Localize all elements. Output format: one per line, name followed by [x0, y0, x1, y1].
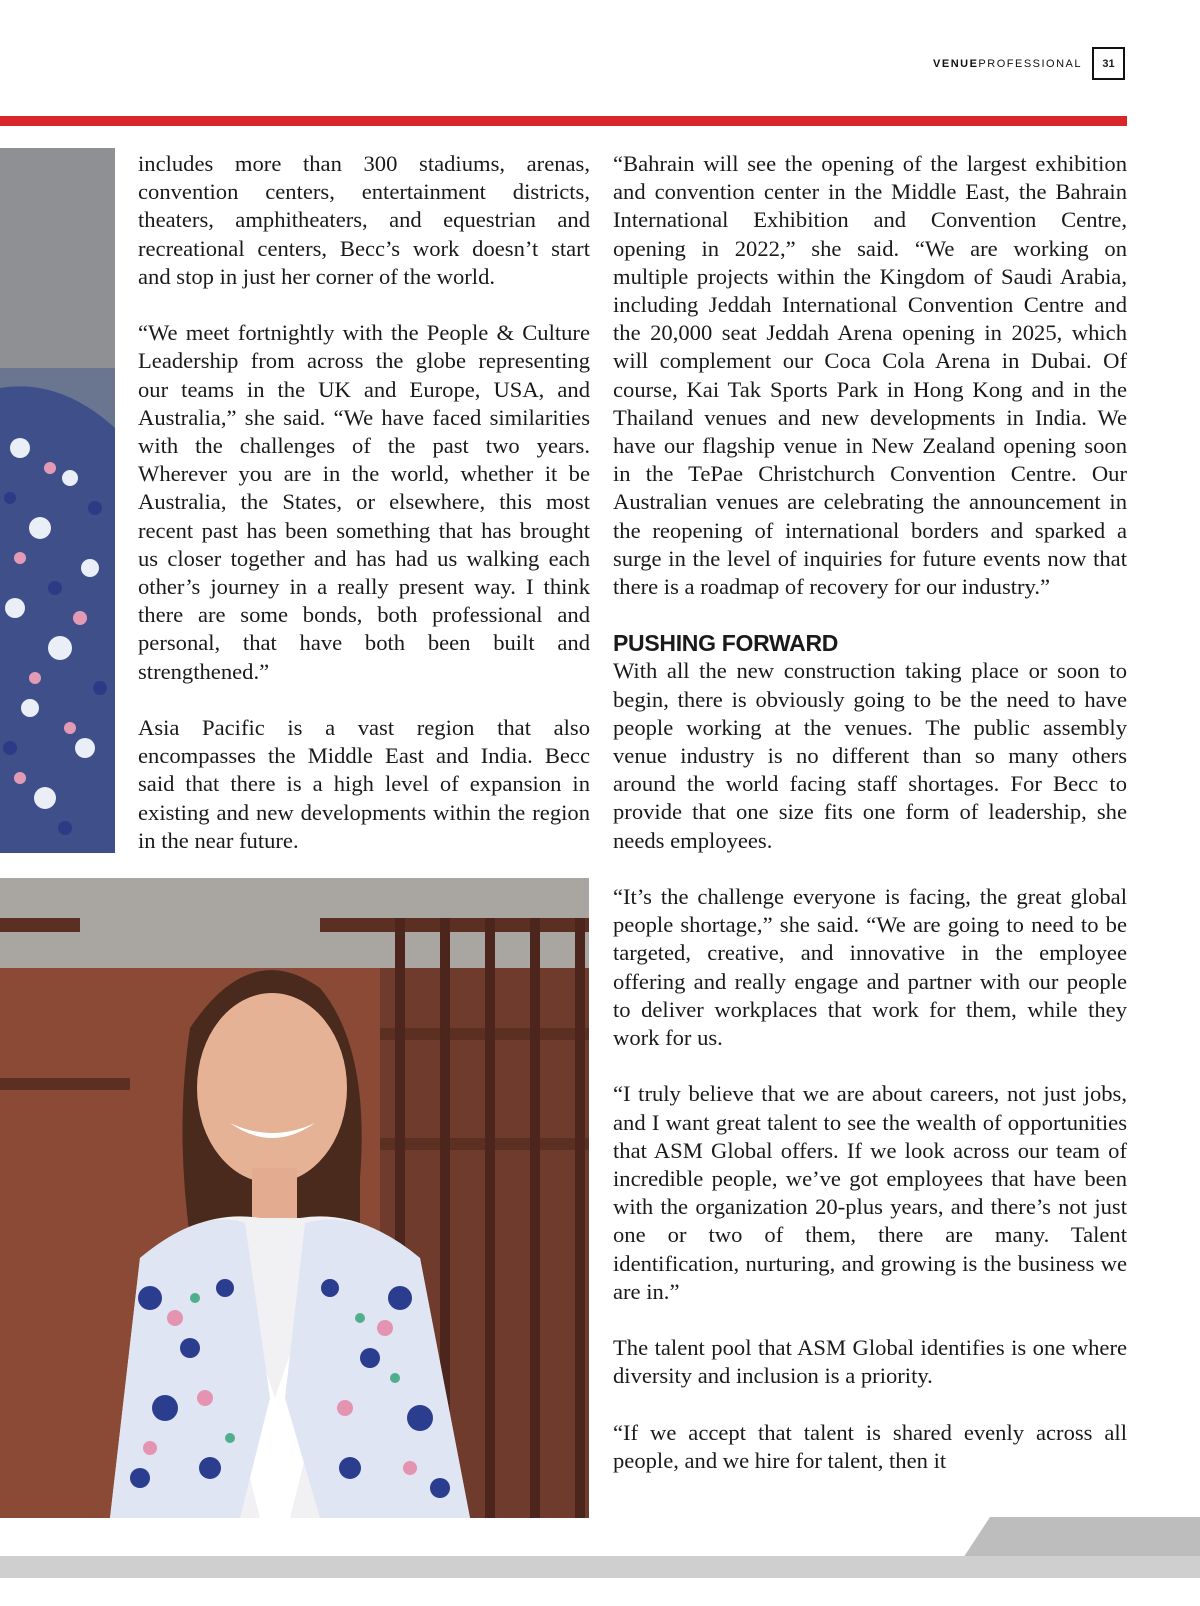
- paragraph: “Bahrain will see the opening of the largest exhibition and convention center in the Middle East, the Bahrain International Exhibition and Convention Centre, opening in 2022,” she said. “We are working on multiple projects within the Kingdom of Saudi Arabia, including Jeddah International Convention Centre and the 20,000 seat Jeddah Arena opening in 2025, which will complement our Coca Cola Arena in Dubai. Of course, Kai Tak Sports Park in Hong Kong and in the Thailand venues and new developments in India. We have our flagship venue in New Zealand opening soon in the TePae Christchurch Convention Centre. Our Australian venues are celebrating the announcement in the reopening of international borders and sparked a surge in the level of inquiries for future events now that there is a roadmap of recovery for our industry.”: [613, 151, 1127, 600]
- top-portrait-crop: [0, 148, 115, 853]
- brand-bold: VENUE: [933, 57, 979, 70]
- footer-bar: [0, 1556, 1200, 1578]
- top-portrait-image: [0, 148, 115, 853]
- right-text-column: [613, 150, 1127, 1503]
- paragraph: “I truly believe that we are about careers, not just jobs, and I want great talent to see the wealth of opportunities that ASM Global offers. If we look across our team of incredible people, we’ve got employees that have been with the organization 20-plus years, and there’s not just one or two of them, there are many. Talent identification, nurturing, and growing is the business we are in.”: [613, 1081, 1127, 1304]
- brand-light: PROFESSIONAL: [978, 57, 1082, 70]
- page-number: 31: [1092, 47, 1125, 80]
- page-header: [933, 47, 1125, 80]
- paragraph: “It’s the challenge everyone is facing, the great global people shortage,” she said. “We are going to need to be targeted, creative, and innovative in the employee offering and really engage and partner with our people to deliver workplaces that work for them, while they work for us.: [613, 884, 1127, 1051]
- paragraph: includes more than 300 stadiums, arenas, convention centers, entertainment districts, theaters, amphitheaters, and equestrian and recreational centers, Becc’s work doesn’t start and stop in just her corner of the world.: [138, 151, 590, 289]
- left-text-column: [138, 150, 590, 883]
- paragraph: Asia Pacific is a vast region that also encompasses the Middle East and India. Becc said that there is a high level of expansion in existing and new developments within the region in the near future.: [138, 715, 590, 853]
- paragraph: “We meet fortnightly with the People & Culture Leadership from across the globe representing our teams in the UK and Europe, USA, and Australia,” she said. “We have faced similarities with the challenges of the past two years. Wherever you are in the world, whether it be Australia, the States, or elsewhere, this most recent past has been something that has brought us closer together and has had us walking each other’s journey in a really present way. I think there are some bonds, both professional and personal, that have both been built and strengthened.”: [138, 320, 590, 684]
- red-divider-rule: [0, 116, 1127, 126]
- paragraph: “If we accept that talent is shared evenly across all people, and we hire for talent, then it: [613, 1419, 1127, 1474]
- paragraph: The talent pool that ASM Global identifies is one where diversity and inclusion is a priority.: [613, 1335, 1127, 1389]
- section-subhead: PUSHING FORWARD: [613, 630, 839, 657]
- portrait-image: [0, 878, 589, 1518]
- paragraph: With all the new construction taking place or soon to begin, there is obviously going to be the need to have people working at the venues. The public assembly venue industry is no different than so many others around the world facing staff shortages. For Becc to provide that one size fits one form of leadership, she needs employees.: [613, 658, 1127, 853]
- magazine-brand: [933, 58, 1082, 70]
- main-portrait-photo: [0, 878, 589, 1518]
